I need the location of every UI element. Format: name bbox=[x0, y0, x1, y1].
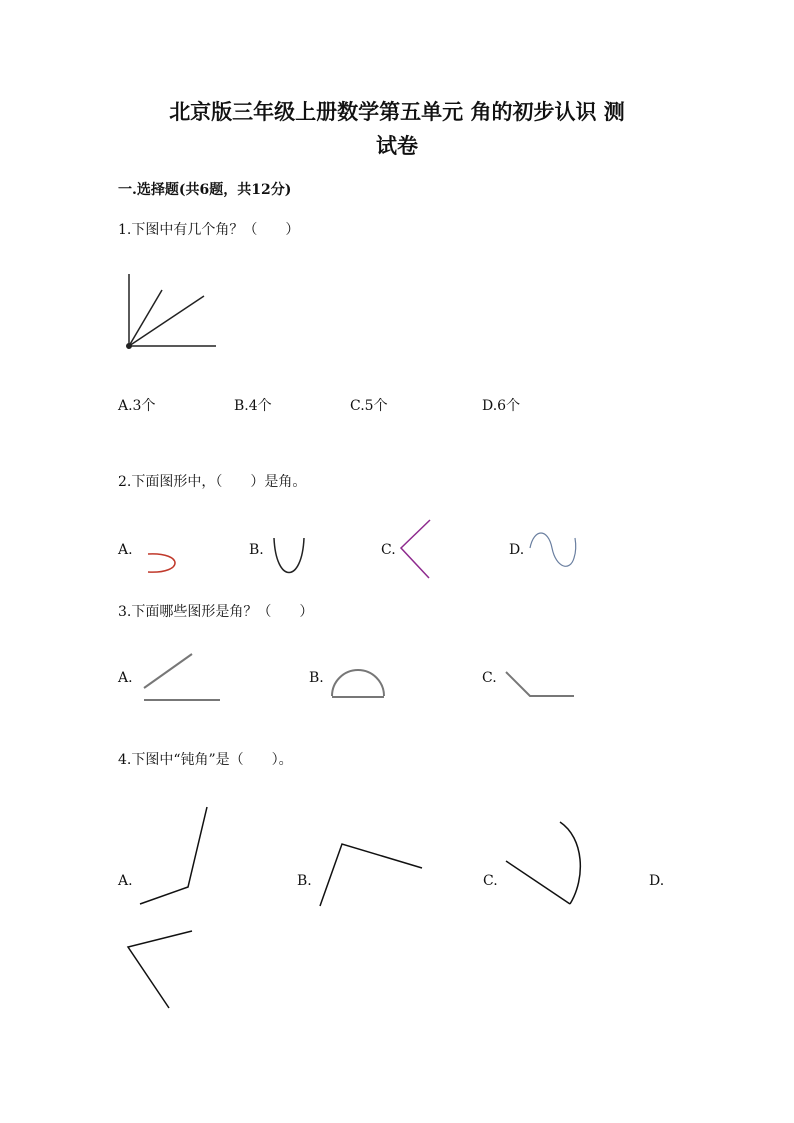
question-4-option-b[interactable]: B. bbox=[297, 873, 312, 889]
question-3-text: 3.下面哪些图形是角？（ ） bbox=[118, 604, 314, 620]
question-2-figure-d bbox=[526, 528, 582, 576]
question-1-option-c[interactable]: C.5个 bbox=[350, 398, 388, 414]
question-4-figure-c bbox=[502, 818, 586, 908]
question-2-option-a[interactable]: A. bbox=[118, 542, 133, 558]
question-2-option-d[interactable]: D. bbox=[509, 542, 525, 558]
question-3-figure-b bbox=[328, 664, 388, 702]
question-4-option-d[interactable]: D. bbox=[649, 873, 665, 889]
question-2-text: 2.下面图形中，（ ）是角。 bbox=[118, 474, 307, 490]
question-1-option-d[interactable]: D.6个 bbox=[482, 398, 521, 414]
question-4-option-c[interactable]: C. bbox=[483, 873, 498, 889]
page-title: 北京版三年级上册数学第五单元 角的初步认识 测 bbox=[169, 99, 625, 124]
question-3-option-b[interactable]: B. bbox=[309, 670, 324, 686]
page-title-continued: 试卷 bbox=[376, 133, 418, 158]
question-3-option-a[interactable]: A. bbox=[118, 670, 133, 686]
section-heading: 一.选择题(共6题，共12分) bbox=[118, 182, 292, 198]
question-2-option-c[interactable]: C. bbox=[381, 542, 396, 558]
question-4-figure-b bbox=[316, 840, 426, 910]
question-1-option-a[interactable]: A.3个 bbox=[118, 398, 156, 414]
question-1-figure bbox=[120, 270, 220, 350]
question-3-option-c[interactable]: C. bbox=[482, 670, 497, 686]
question-3-figure-c bbox=[500, 668, 580, 702]
question-3-figure-a bbox=[140, 650, 226, 704]
question-2-figure-c bbox=[398, 518, 434, 580]
question-4-figure-a bbox=[136, 804, 212, 908]
question-2-figure-a bbox=[144, 550, 184, 580]
question-2-figure-b bbox=[270, 536, 310, 578]
question-4-option-a[interactable]: A. bbox=[118, 873, 133, 889]
question-2-option-b[interactable]: B. bbox=[249, 542, 264, 558]
question-4-figure-d bbox=[124, 928, 196, 1012]
question-4-text: 4.下图中“钝角”是（ ）。 bbox=[118, 752, 293, 768]
question-1-text: 1.下图中有几个角？（ ） bbox=[118, 222, 300, 238]
question-1-option-b[interactable]: B.4个 bbox=[234, 398, 272, 414]
